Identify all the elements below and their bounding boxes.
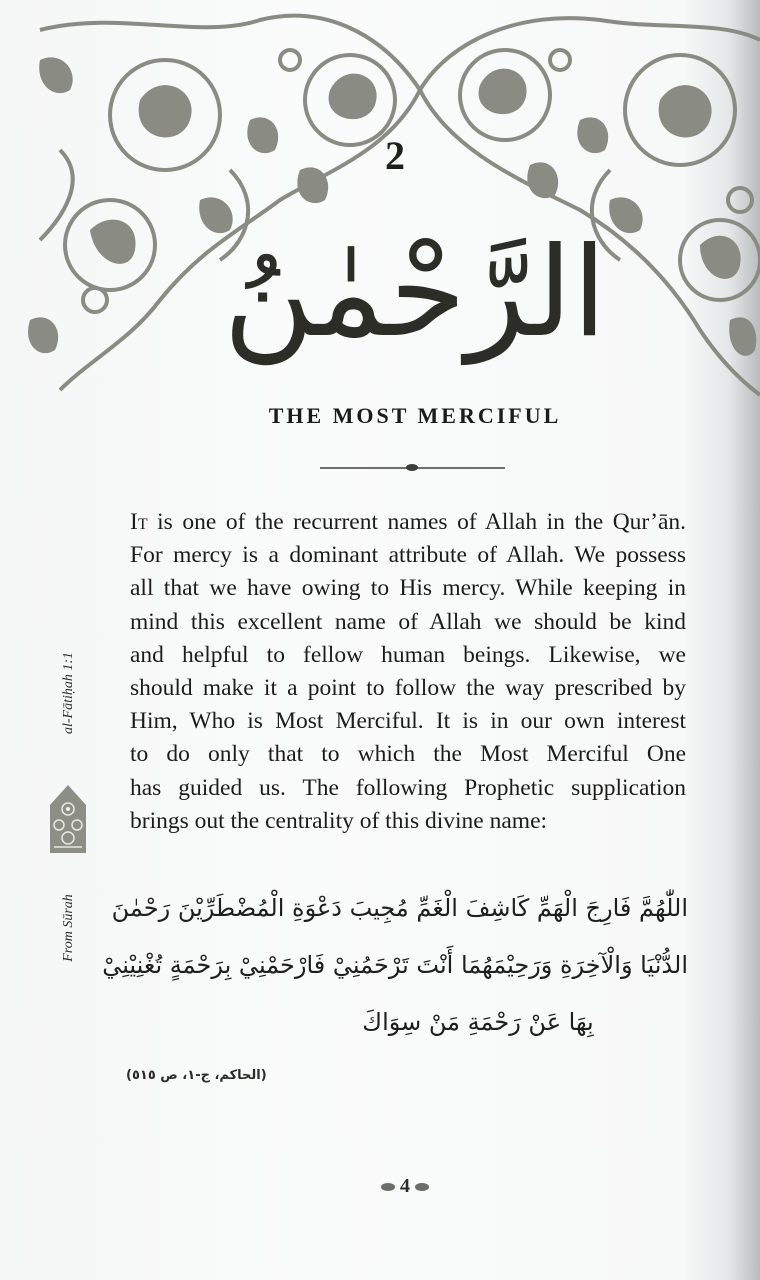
- chapter-number: 2: [385, 133, 405, 178]
- supplication-line: الدُّنْيَا وَالْآخِرَةِ وَرَحِيْمَهُمَا أَنْتَ تَرْحَمُنِيْ فَارْحَمْنِيْ بِرَحْمَةٍ تُغْنِيْنِيْ: [102, 951, 688, 979]
- arabic-supplication: [102, 880, 688, 1051]
- body-line: all that we have owing to His mercy. While keeping in: [130, 575, 686, 602]
- body-paragraph: [130, 506, 686, 838]
- ornamental-arch-emblem-icon: [46, 783, 90, 855]
- supplication-line: اللّٰهُمَّ فَارِجَ الْهَمِّ كَاشِفَ الْغَمِّ مُجِيبَ دَعْوَةِ الْمُضْطَرِّيْنَ رَحْمٰنَ: [111, 894, 688, 922]
- surah-reference-label: al-Fātiḥah 1:1: [61, 651, 76, 735]
- page-ornament-right-icon: [415, 1183, 429, 1191]
- body-line: For mercy is a dominant attribute of Allah. We possess: [130, 542, 686, 569]
- arabic-divine-name: الرَّحْمٰنُ: [223, 221, 607, 365]
- body-line: Him, Who is Most Merciful. It is in our own interest: [130, 708, 686, 735]
- body-line: mind this excellent name of Allah we should be kind: [130, 608, 686, 635]
- body-line: and helpful to fellow human beings. Likewise, we: [130, 641, 686, 668]
- divider-ornament-icon: [406, 464, 418, 471]
- body-line: should make it a point to follow the way prescribed by: [130, 675, 686, 702]
- page-ornament-left-icon: [381, 1183, 395, 1191]
- page-number-value: 4: [400, 1175, 410, 1197]
- from-surah-label: From Sūrah: [61, 894, 76, 962]
- body-line: brings out the centrality of this divine name:: [130, 807, 548, 834]
- body-line: to do only that to which the Most Merciful One: [130, 741, 686, 768]
- page-number: [0, 1175, 760, 1198]
- body-line: has guided us. The following Prophetic supplication: [130, 774, 686, 801]
- supplication-line: بِهَا عَنْ رَحْمَةِ مَنْ سِوَاكَ: [362, 1008, 594, 1036]
- lead-word: It: [130, 509, 148, 535]
- body-line: is one of the recurrent names of Allah in the Qur’ān.: [147, 509, 686, 535]
- english-divine-name: THE MOST MERCIFUL: [268, 403, 562, 428]
- hadith-source-reference: (الحاكم، ج-١، ص ٥١٥): [126, 1068, 267, 1083]
